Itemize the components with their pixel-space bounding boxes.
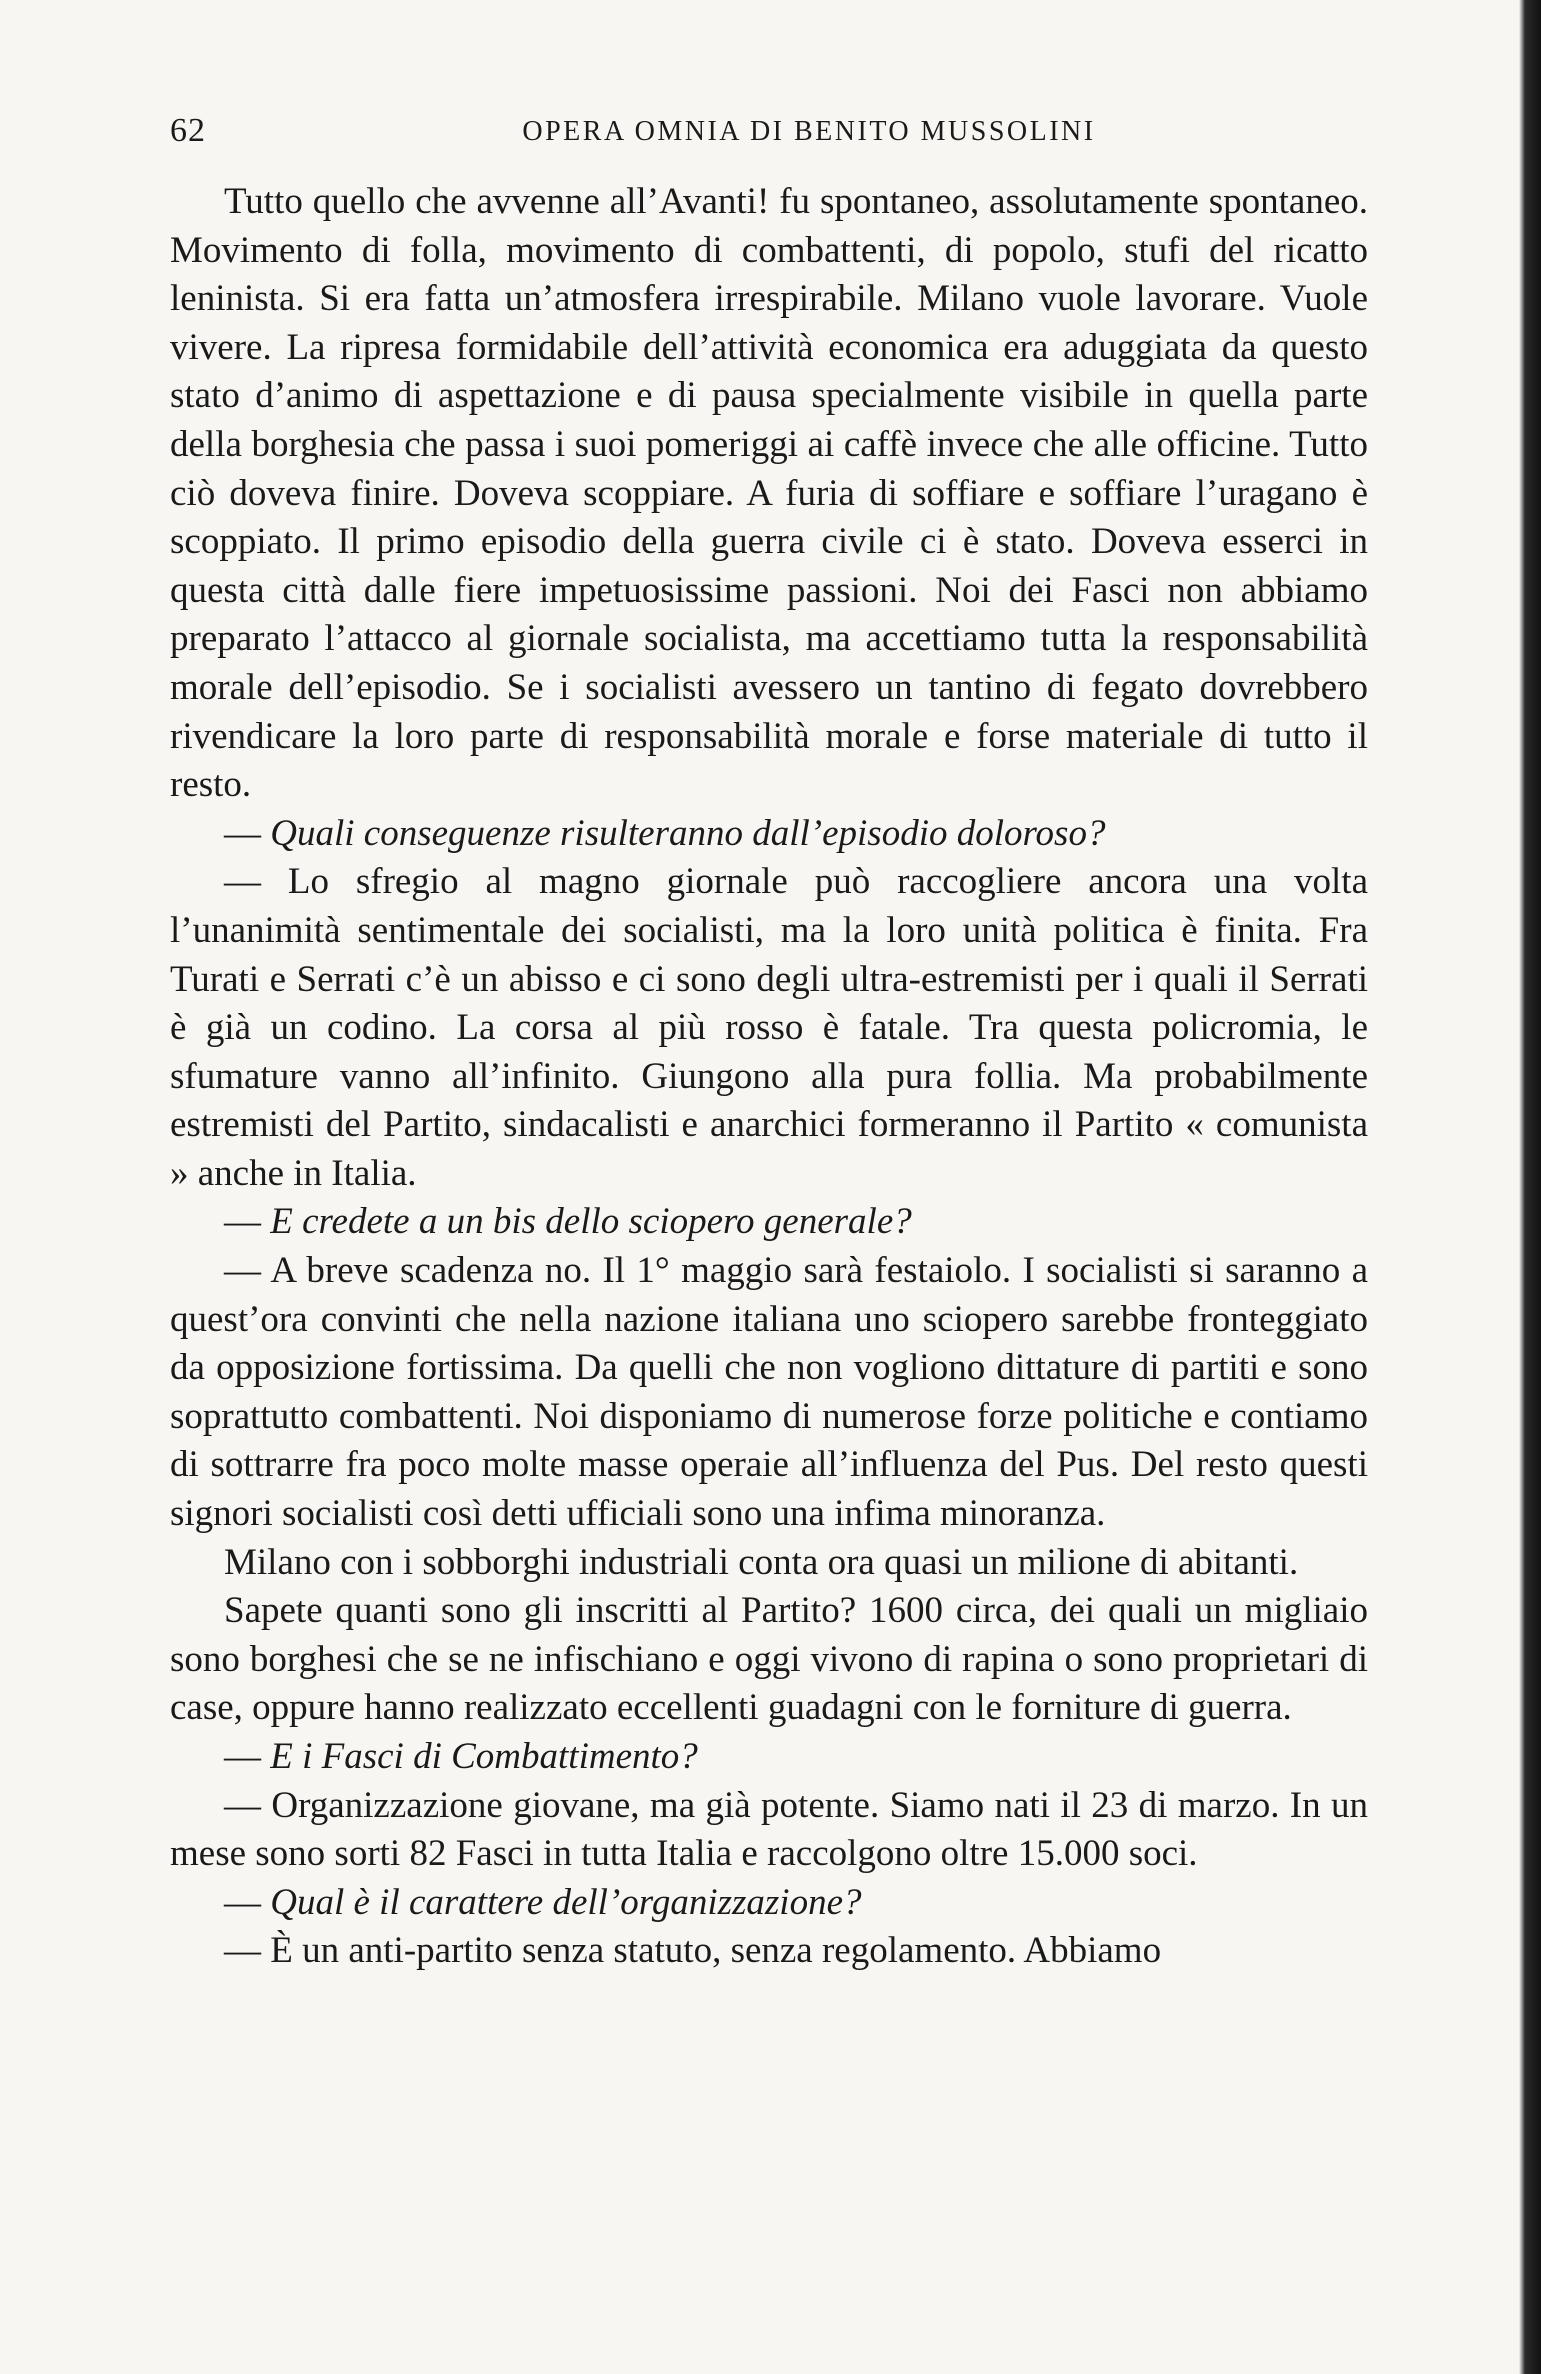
interview-question-3 bbox=[170, 1733, 1368, 1782]
scanned-page-edge bbox=[1519, 0, 1541, 2374]
answer-2: — A breve scadenza no. Il 1° maggio sarà festaiolo. I socialisti si saranno a quest’ora convinti che nella nazione italiana uno sciopero sarebbe fronteggiato da opposizione fortissima. Da quelli che non vogliono dittature di partiti e sono soprattutto combattenti. Noi disponiamo di numerose forze politiche e contiamo di sottrarre fra poco molte masse operaie all’influenza del Pus. Del resto questi signori socialisti così detti ufficiali sono una infima minoranza. bbox=[170, 1250, 1368, 1535]
page-number: 62 bbox=[170, 112, 206, 149]
paragraph-inscritti: Sapete quanti sono gli inscritti al Partito? 1600 circa, dei quali un migliaio sono borghesi che se ne infischiano e oggi vivono di rapina o sono proprietari di case, oppure hanno realizzato eccellenti guadagni con le forniture di guerra. bbox=[170, 1590, 1368, 1729]
interview-question-4 bbox=[170, 1879, 1368, 1928]
dash: — bbox=[224, 1881, 261, 1923]
running-head: OPERA OMNIA DI BENITO MUSSOLINI bbox=[522, 116, 1096, 147]
interview-question-2 bbox=[170, 1198, 1368, 1247]
page-header bbox=[170, 112, 1368, 162]
answer-1: — Lo sfregio al magno giornale può raccogliere ancora una volta l’unanimità sentimentale dei socialisti, ma la loro unità politica è finita. Fra Turati e Serrati c’è un abisso e ci sono degli ultra-estremisti per i quali il Serrati è già un codino. La corsa al più rosso è fatale. Tra questa policromia, le sfumature vanno all’infinito. Giungono alla pura follia. Ma probabilmente estremisti del Partito, sindacalisti e anarchici formeranno il Partito « comunista » anche in Italia. bbox=[170, 861, 1368, 1194]
question-text: E i Fasci di Combattimento? bbox=[270, 1736, 698, 1777]
question-text: Quali conseguenze risulteranno dall’episodio doloroso? bbox=[270, 812, 1106, 854]
dash: — bbox=[224, 812, 261, 854]
paragraph-1: Tutto quello che avvenne all’Avanti! fu spontaneo, assolutamente spontaneo. Movimento di folla, movimento di combattenti, di popolo, stufi del ricatto leninista. Si era fatta un’atmosfera irrespirabile. Milano vuole lavorare. Vuole vivere. La ripresa formidabile dell’attività economica era aduggiata da questo stato d’animo di aspettazione e di pausa specialmente visibile in quella parte della borghesia che passa i suoi pomeriggi ai caffè invece che alle officine. Tutto ciò doveva finire. Doveva scoppiare. A furia di soffiare e soffiare l’uragano è scoppiato. Il primo episodio della guerra civile ci è stato. Doveva esserci in questa città dalle fiere impetuosissime passioni. Noi dei Fasci non abbiamo preparato l’attacco al giornale socialista, ma accettiamo tutta la responsabilità morale dell’episodio. Se i socialisti avessero un tantino di fegato dovrebbero rivendicare la loro parte di responsabilità morale e forse materiale di tutto il resto. bbox=[170, 181, 1368, 806]
question-text: E credete a un bis dello sciopero generale? bbox=[270, 1201, 912, 1243]
interview-question-1 bbox=[170, 810, 1368, 859]
answer-4: — È un anti-partito senza statuto, senza regolamento. Abbiamo bbox=[224, 1930, 1162, 1972]
answer-3: — Organizzazione giovane, ma già potente. Siamo nati il 23 di marzo. In un mese sono sorti 82 Fasci in tutta Italia e raccolgono oltre 15.000 soci. bbox=[170, 1784, 1368, 1875]
question-text: Qual è il carattere dell’organizzazione? bbox=[270, 1881, 862, 1923]
body-text bbox=[170, 178, 1368, 1976]
paragraph-milano: Milano con i sobborghi industriali conta ora quasi un milione di abitanti. bbox=[224, 1541, 1299, 1583]
dash: — bbox=[224, 1736, 261, 1777]
dash: — bbox=[224, 1201, 261, 1243]
